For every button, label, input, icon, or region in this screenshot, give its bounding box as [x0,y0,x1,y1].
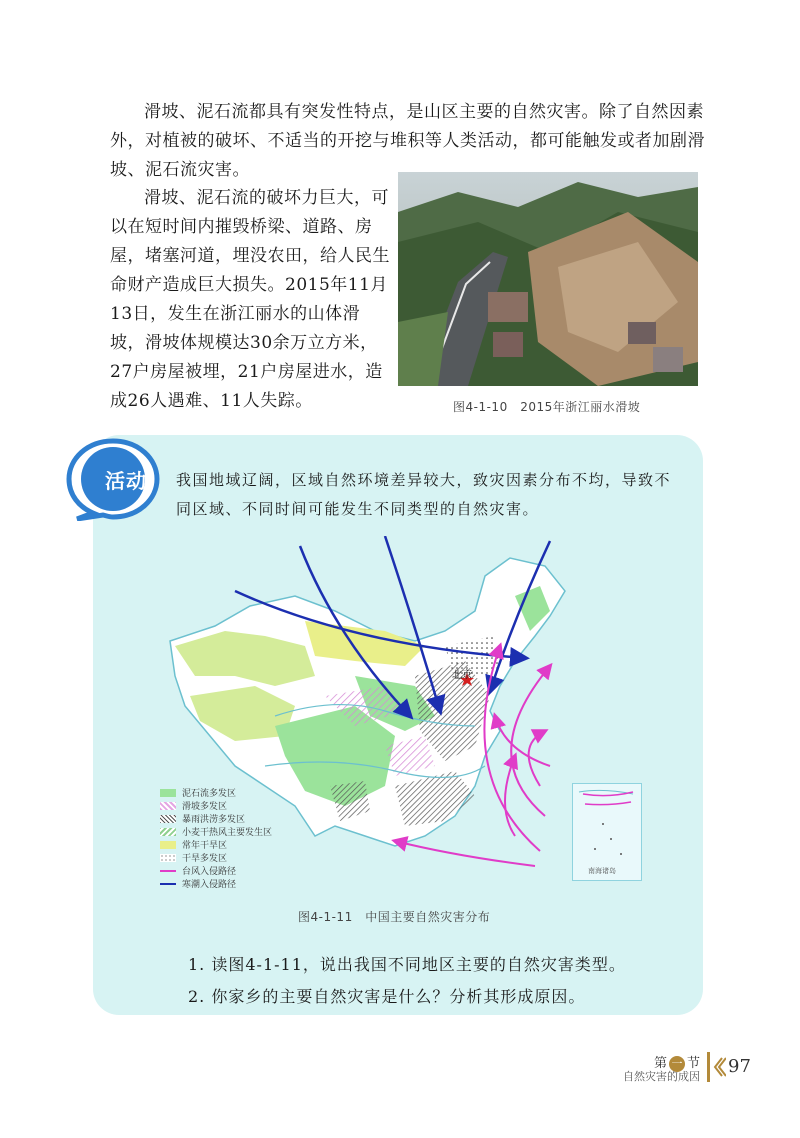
legend-item [160,799,272,812]
legend-swatch [160,828,176,836]
paragraph-intro-text: 滑坡、泥石流都具有突发性特点，是山区主要的自然灾害。除了自然因素外，对植被的破坏、不适当的开挖与堆积等人类活动，都可能触发或者加剧滑坡、泥石流灾害。 [110,102,705,180]
legend-item [160,877,272,890]
map-legend [160,786,272,890]
activity-badge-label: 活动 [105,469,147,493]
legend-swatch [160,841,176,849]
legend-swatch [160,789,176,797]
typhoon-arrow-icon [160,870,176,872]
legend-item [160,812,272,825]
paragraph-landslide-damage: 滑坡、泥石流的破坏力巨大，可以在短时间内摧毁桥梁、道路、房屋，堵塞河道，埋没农田，给人民生命财产造成巨大损失。2015年11月13日，发生在浙江丽水的山体滑坡，滑坡体规模达30余万立方米， 27户房屋被埋，21户房屋进水，造成26人遇难、11人失踪。 [110,188,390,411]
activity-intro [130,466,685,524]
section-name: 自然灾害的成因 [623,1070,700,1083]
figure2-caption: 图4-1-11 中国主要自然灾害分布 [298,910,491,924]
legend-item [160,838,272,851]
landslide-photo [398,172,698,386]
coldwave-arrow-icon [160,883,176,885]
legend-label: 干旱多发区 [182,854,228,864]
legend-label: 台风入侵路径 [182,867,237,877]
section-number: 一 [669,1056,685,1072]
legend-item [160,851,272,864]
legend-swatch [160,854,176,862]
legend-swatch [160,802,176,810]
legend-swatch [160,815,176,823]
question-2: 2. 你家乡的主要自然灾害是什么？分析其形成原因。 [188,987,586,1006]
inset-label: 南海诸岛 [588,867,616,875]
legend-label: 暴雨洪涝多发区 [182,815,246,825]
legend-label: 小麦干热风主要发生区 [182,828,273,838]
page-number: 97 [728,1056,751,1077]
beijing-label: 北京 [452,670,472,681]
page-deco-icon [706,1052,726,1082]
legend-item [160,864,272,877]
legend-item [160,825,272,838]
legend-label: 滑坡多发区 [182,802,228,812]
legend-label: 寒潮入侵路径 [182,880,237,890]
legend-label: 常年干旱区 [182,841,228,851]
activity-intro-text: 我国地域辽阔，区域自然环境差异较大，致灾因素分布不均，导致不同区域、不同时间可能发生不同类型的自然灾害。 [176,471,672,518]
figure1-caption: 图4-1-10 2015年浙江丽水滑坡 [453,400,641,414]
legend-label: 泥石流多发区 [182,789,237,799]
legend-item [160,786,272,799]
section-prefix: 第 [653,1056,667,1071]
section-suffix: 节 [686,1056,700,1071]
question-1: 1. 读图4-1-11，说出我国不同地区主要的自然灾害类型。 [188,955,626,974]
